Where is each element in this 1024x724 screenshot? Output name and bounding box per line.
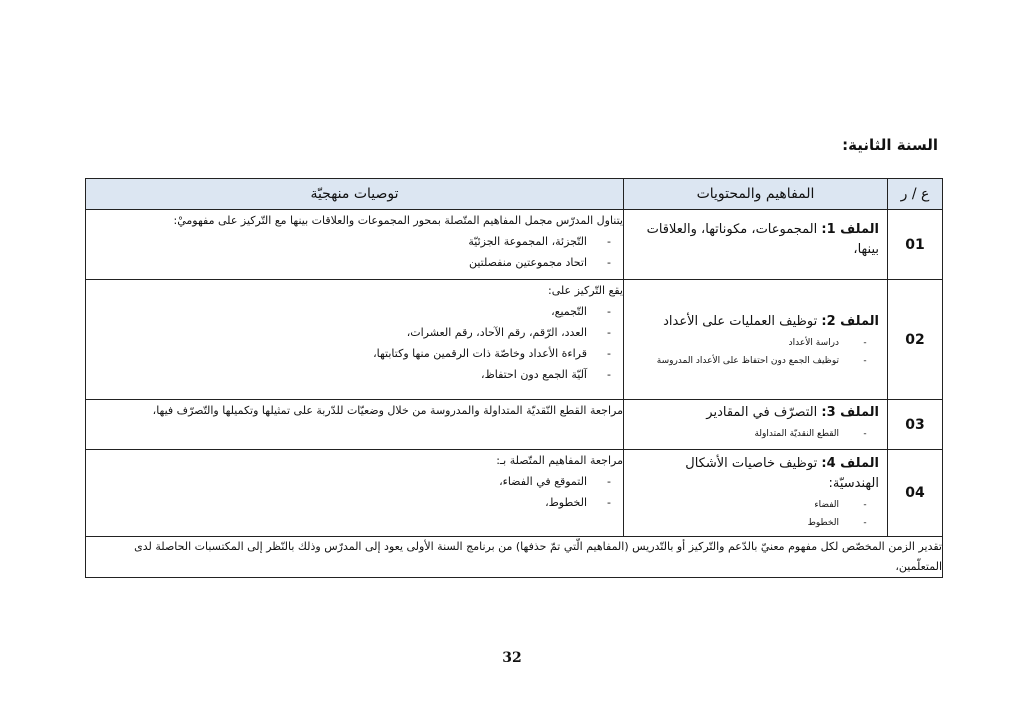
file-label: الملف 3: [821,405,879,420]
table-row [86,400,943,450]
row-number: 01 [888,210,943,280]
sub-item: -دراسة الأعداد [788,337,867,348]
curriculum-table [85,178,943,578]
recommendations-cell [86,210,624,280]
recommendations-cell [86,400,624,450]
rec-intro: مراجعة المفاهيم المتّصلة بـ: [496,454,623,467]
file-title [624,400,887,425]
rec-item: -التموقع في الفضاء، [499,475,611,488]
rec-item: -العدد، الرّقم، رقم الآحاد، رقم العشرات، [406,326,611,339]
rec-intro: يقع التّركيز على: [548,284,623,297]
file-name: توظيف العمليات على الأعداد [663,313,822,329]
table-row [86,210,943,280]
file-name: التصرّف في المقادير [706,405,822,420]
table-row [86,280,943,400]
file-title [624,450,887,496]
rec-item: -الخطوط، [545,496,611,509]
section-title: السنة الثانية: [842,136,938,154]
file-label: الملف 1: [821,222,879,237]
recommendations-cell [86,280,624,400]
row-number: 03 [888,400,943,450]
rec-item: -اتحاد مجموعتين منفصلتين [468,256,611,269]
sub-item: -توظيف الجمع دون احتفاظ على الأعداد المدروسة [656,355,867,366]
sub-item: -الخطوط [807,518,867,528]
footer-row [86,537,943,578]
table-row [86,450,943,537]
file-label: الملف 4: [821,456,879,471]
rec-item: -التّجزئة، المجموعة الجزئيّة [468,235,611,248]
footer-note: تقدير الزمن المخصّص لكل مفهوم معنيّ بالدّعم والتّركيز أو بالتّدريس (المفاهيم الّتي تمّ حذفها) من برنامج السنة الأولى يعود إلى المدرّس وذلك بالنّظر إلى المكتسبات الحاصلة لدى المتعلّمين، [86,537,943,578]
page-number: 32 [502,650,522,666]
file-name: المجموعات، مكوناتها، والعلاقات بينها، [646,222,879,257]
table-header-row [86,179,943,210]
file-name: توظيف خاصيات الأشكال الهندسيّة: [685,456,879,491]
row-number: 02 [888,280,943,400]
header-number: ع / ر [888,179,943,210]
sub-item: -القطع النقديّة المتداولة [754,429,867,439]
header-concepts: المفاهيم والمحتويات [624,179,888,210]
row-number: 04 [888,450,943,537]
concepts-cell [624,280,888,400]
header-recommendations: توصيات منهجيّة [86,179,624,210]
file-label: الملف 2: [821,313,879,329]
concepts-cell [624,210,888,280]
concepts-cell [624,450,888,537]
recommendations-cell [86,450,624,537]
rec-intro: يتناول المدرّس مجمل المفاهيم المتّصلة بمحور المجموعات والعلاقات بينها مع التّركيز على مفهوميْ: [173,214,623,227]
sub-item: -الفضاء [814,500,867,510]
rec-item: -آليّة الجمع دون احتفاظ، [481,368,611,381]
concepts-cell [624,400,888,450]
rec-item: -التّجميع، [551,305,611,318]
file-title [624,210,887,262]
rec-item: -قراءة الأعداد وخاصّة ذات الرقمين منها وكتابتها، [373,347,611,360]
rec-intro: مراجعة القطع النّقديّة المتداولة والمدروسة من خلال وضعيّات للدّربة على تمثيلها وتكميلها والتّصرّف فيها، [152,404,623,417]
file-title [624,306,887,334]
